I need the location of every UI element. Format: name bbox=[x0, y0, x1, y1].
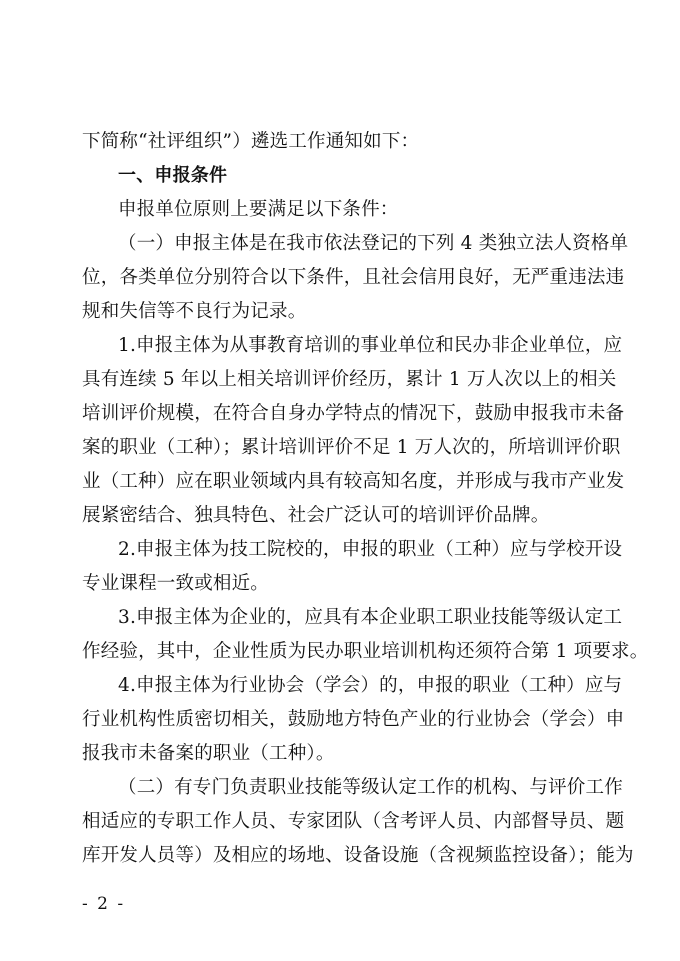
text-line: 具有连续 5 年以上相关培训评价经历，累计 1 万人次以上的相关 bbox=[82, 369, 617, 390]
text-line: 下简称“社评组织”）遴选工作通知如下： bbox=[82, 131, 420, 152]
text-line: 1.申报主体为从事教育培训的事业单位和民办非企业单位，应 bbox=[118, 335, 623, 356]
text-line: 位，各类单位分别符合以下条件，且社会信用良好，无严重违法违 bbox=[82, 267, 625, 288]
page-number: - 2 - bbox=[82, 894, 126, 914]
text-line: 业（工种）应在职业领域内具有较高知名度，并形成与我市产业发 bbox=[82, 471, 625, 492]
text-line: 案的职业（工种）；累计培训评价不足 1 万人次的，所培训评价职 bbox=[82, 437, 621, 458]
text-line: 规和失信等不良行为记录。 bbox=[82, 301, 307, 322]
text-line: 2.申报主体为技工院校的，申报的职业（工种）应与学校开设 bbox=[118, 539, 623, 560]
text-line: 报我市未备案的职业（工种）。 bbox=[82, 743, 335, 764]
text-line: （二）有专门负责职业技能等级认定工作的机构、与评价工作 bbox=[118, 777, 623, 798]
text-line: 3.申报主体为企业的，应具有本企业职工职业技能等级认定工 bbox=[118, 607, 623, 628]
text-line: 展紧密结合、独具特色、社会广泛认可的培训评价品牌。 bbox=[82, 505, 550, 526]
text-line: 申报单位原则上要满足以下条件： bbox=[118, 199, 399, 220]
text-line: 库开发人员等）及相应的场地、设备设施（含视频监控设备）；能为 bbox=[82, 845, 634, 866]
text-line: 行业机构性质密切相关，鼓励地方特色产业的行业协会（学会）申 bbox=[82, 709, 625, 730]
text-line: 培训评价规模，在符合自身办学特点的情况下，鼓励申报我市未备 bbox=[82, 403, 625, 424]
section-heading: 一、申报条件 bbox=[118, 165, 228, 186]
text-line: 相适应的专职工作人员、专家团队（含考评人员、内部督导员、题 bbox=[82, 811, 625, 832]
text-line: 专业课程一致或相近。 bbox=[82, 573, 270, 594]
text-line: 4.申报主体为行业协会（学会）的，申报的职业（工种）应与 bbox=[118, 675, 623, 696]
text-line: 作经验，其中，企业性质为民办职业培训机构还须符合第 1 项要求。 bbox=[82, 641, 649, 662]
text-line: （一）申报主体是在我市依法登记的下列 4 类独立法人资格单 bbox=[118, 233, 629, 254]
